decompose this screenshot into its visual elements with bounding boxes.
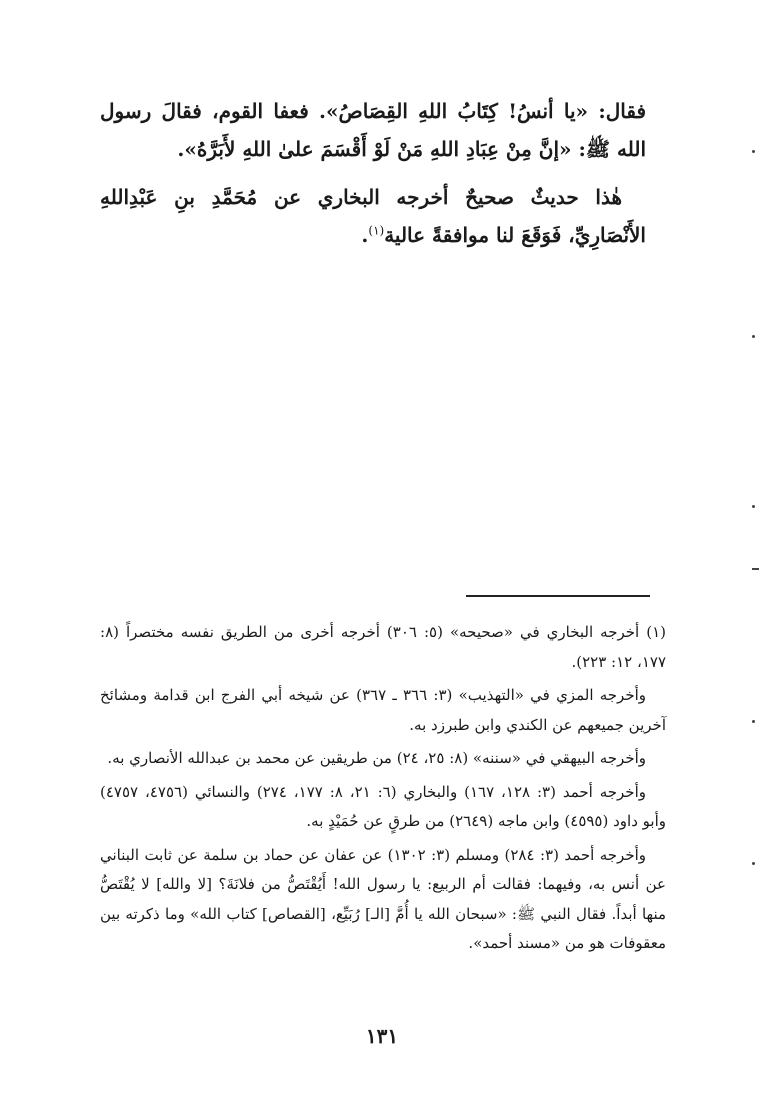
- main-text: [100, 92, 646, 264]
- margin-mark-tick: [752, 568, 759, 570]
- margin-mark-dot: [752, 720, 755, 723]
- footnote-4: وأخرجه أحمد (٣: ١٢٨، ١٦٧) والبخاري (٦: ٢١، ٨: ١٧٧، ٢٧٤) والنسائي (٤٧٥٦، ٤٧٥٧) وأبو داود (٤٥٩٥) وابن ماجه (٢٦٤٩) من طرقٍ عن حُمَيْدٍ به.: [100, 782, 666, 830]
- main-paragraph-2: [100, 178, 646, 254]
- footnote-2: وأخرجه المزي في «التهذيب» (٣: ٣٦٦ ـ ٣٦٧) عن شيخه أبي الفرج ابن قدامة ومشائخ آخرين جميعهم عن الكندي وابن طبرزد به.: [100, 686, 666, 734]
- footnote-reference: (١): [368, 223, 385, 238]
- footnote-divider: [466, 595, 650, 597]
- footnote-3: وأخرجه البيهقي في «سننه» (٨: ٢٥، ٢٤) من طريقين عن محمد بن عبدالله الأنصاري به.: [107, 749, 646, 767]
- main-paragraph-2-text: هٰذا حديثٌ صحيحٌ أخرجه البخاري عن مُحَمَّدِ بنِ عَبْدِاللهِ الأَنْصَارِيِّ، فَوَقَعَ لنا موافقةً عالية: [100, 185, 646, 247]
- main-paragraph-1: فقال: «يا أنسُ! كِتَابُ اللهِ القِصَاصُ». فعفا القوم، فقالَ رسول الله ﷺ: «إنَّ مِنْ عِبَادِ اللهِ مَنْ لَوْ أَقْسَمَ علىٰ اللهِ لأَبَرَّهُ».: [100, 99, 646, 161]
- margin-mark-dot: [752, 150, 755, 153]
- main-paragraph-2-end: .: [361, 223, 369, 247]
- margin-mark-dot: [752, 862, 755, 865]
- margin-mark-dot: [752, 505, 755, 508]
- footnote-1: (١) أخرجه البخاري في «صحيحه» (٥: ٣٠٦) أخرجه أخرى من الطريق نفسه مختصراً (٨: ١٧٧، ١٢: ٢٢٣).: [100, 623, 667, 671]
- footnotes: [100, 618, 666, 963]
- footnote-5: وأخرجه أحمد (٣: ٢٨٤) ومسلم (٣: ١٣٠٢) عن عفان عن حماد بن سلمة عن ثابت البناني عن أنس به، وفيهما: فقالت أم الربيع: يا رسول الله! أَيُقْتَصُّ من فلانَةَ؟ [لا والله] لا يُقْتَصُّ منها أبداً. فقال النبي ﷺ: «سبحان الله يا أُمَّ [الـ] رُبَيِّع، [القصاص] كتاب الله» وما ذكرته بين معقوفات هو من «مسند أحمد».: [100, 845, 666, 952]
- margin-mark-dot: [752, 335, 755, 338]
- page-number: ١٣١: [365, 1024, 399, 1048]
